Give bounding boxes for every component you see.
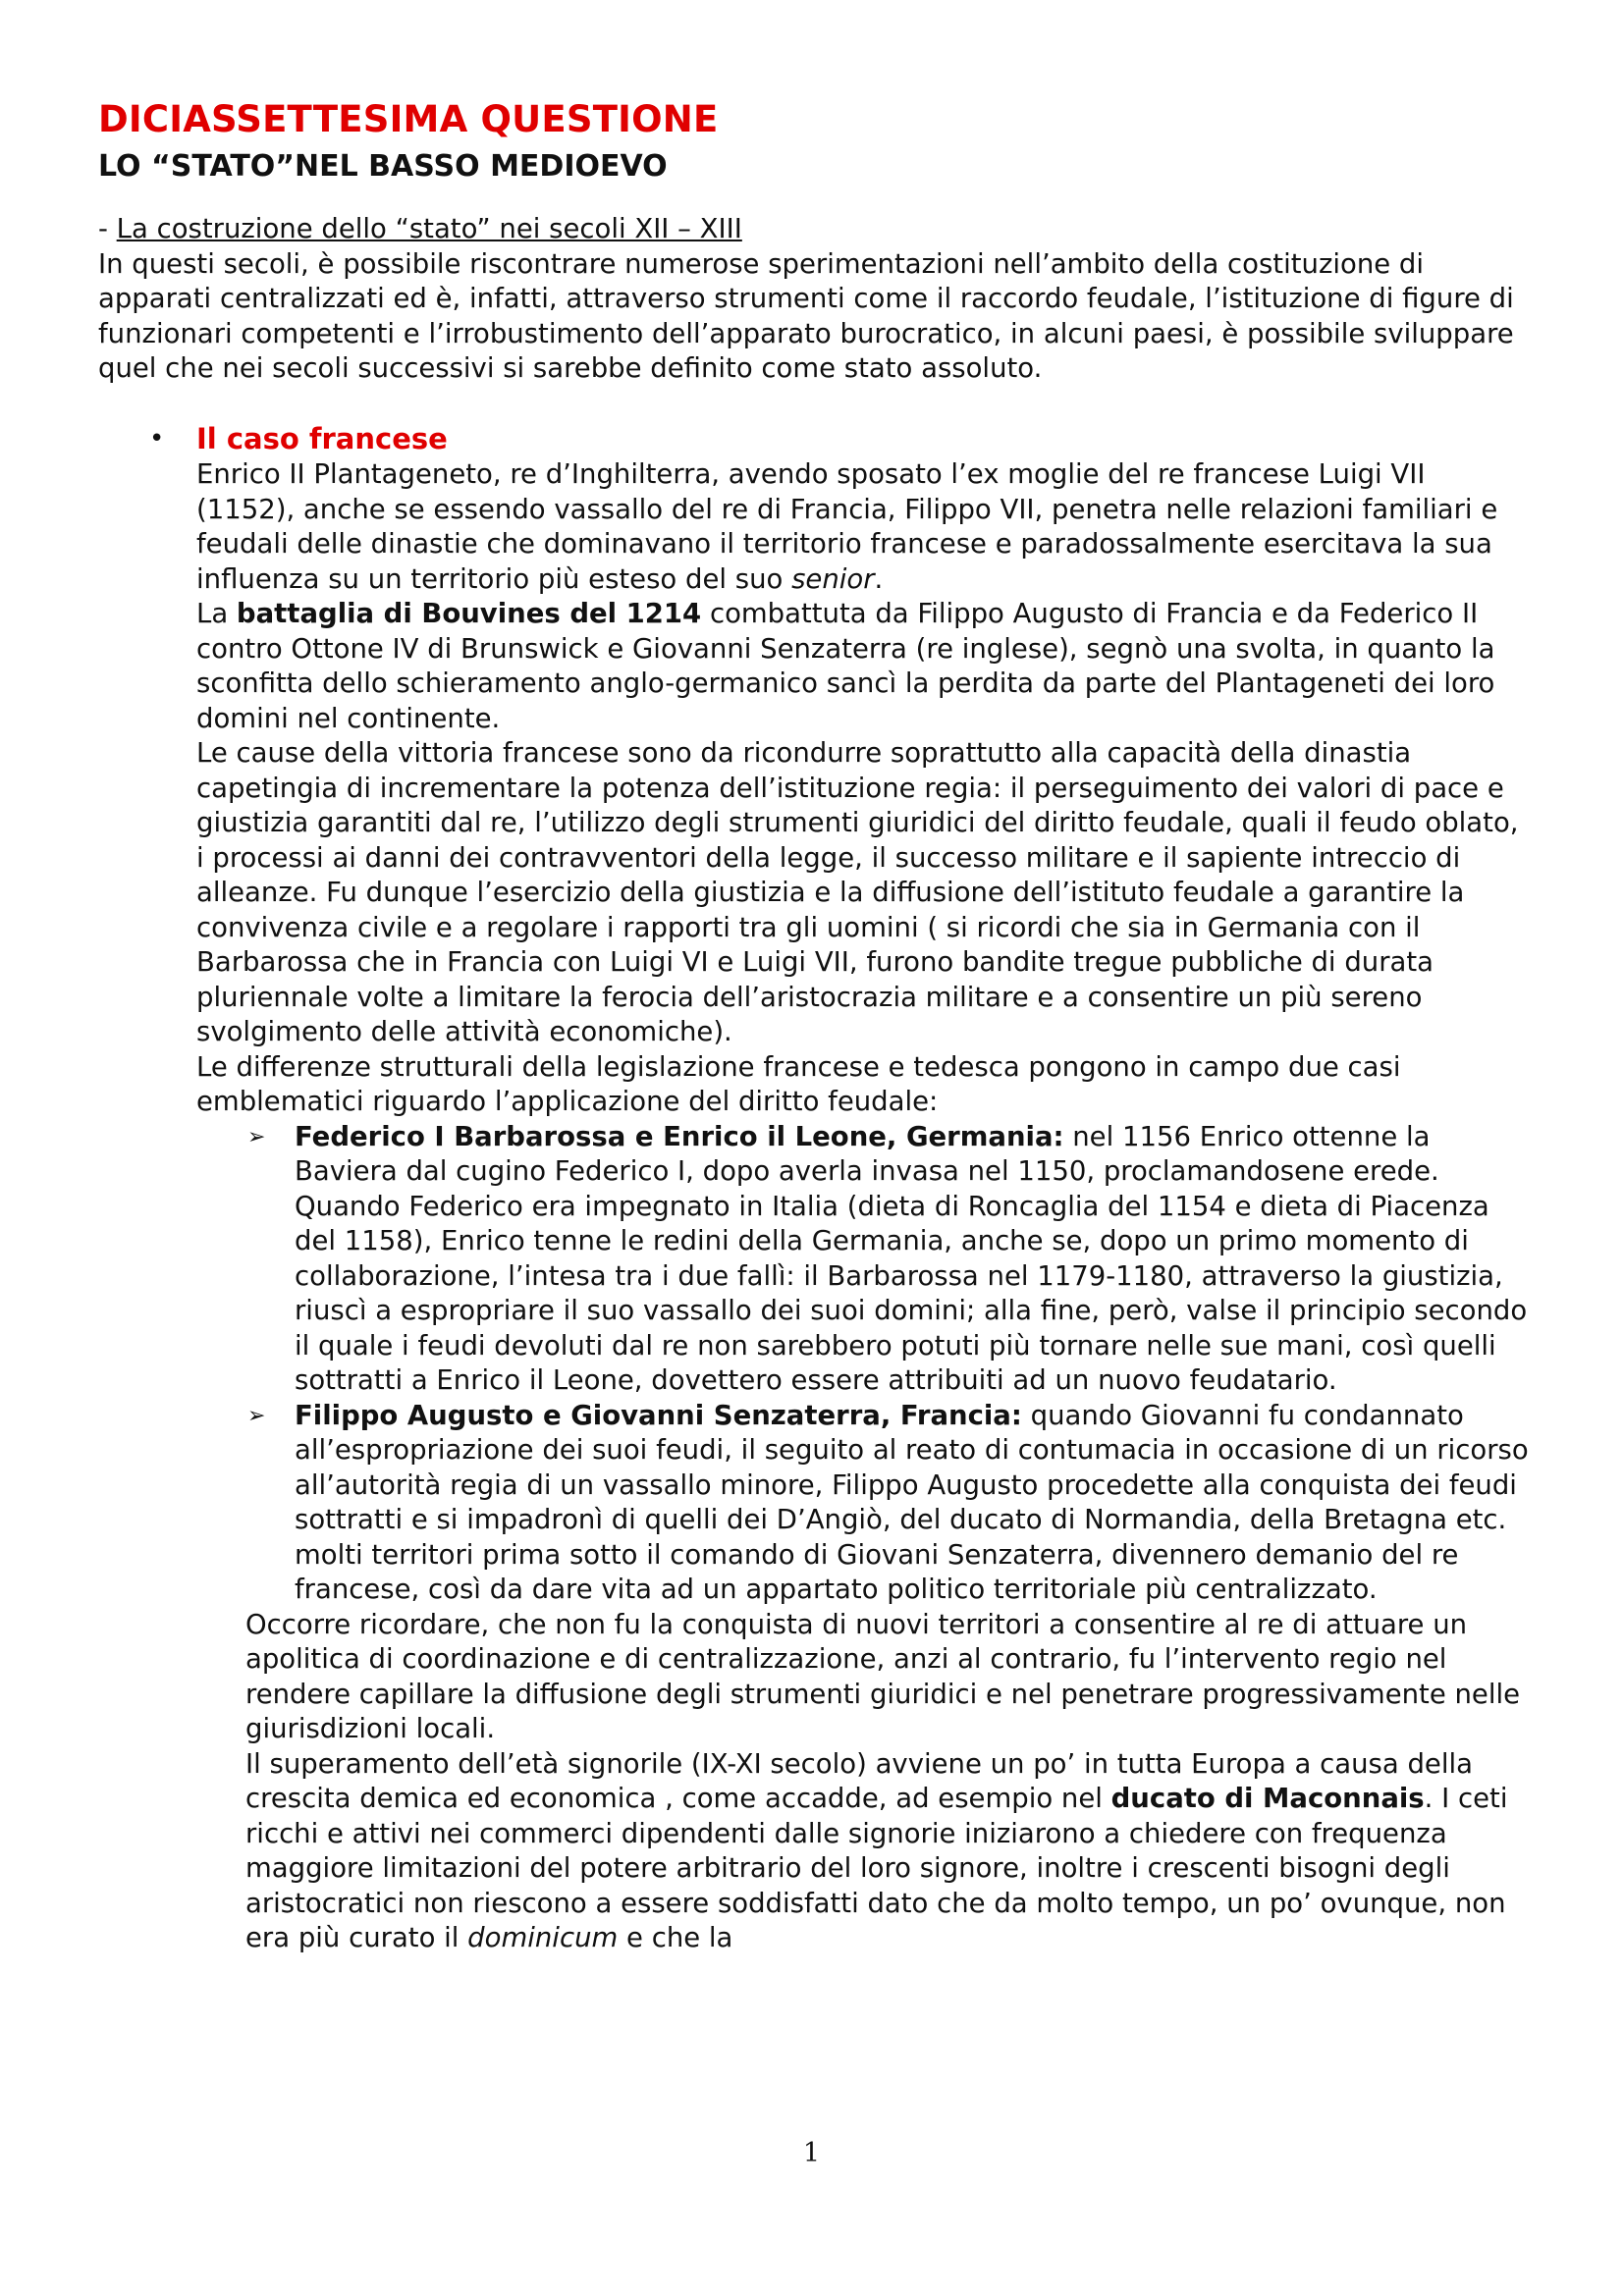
bold-maconnais: ducato di Maconnais xyxy=(1110,1783,1425,1814)
sub-list xyxy=(196,1120,1532,1608)
sub-item-text: quando Giovanni fu condannato all’espropriazione dei suoi feudi, il seguito al reato di contumacia in occasione di un ricorso all’autorità regia di un vassallo minore, Filippo Augusto procedette alla conquista dei feudi sottratti e si impadronì di quelli dei D’Angiò, del ducato di Normandia, della Bretagna etc. molti territori prima sotto il comando di Giovani Senzaterra, divennero demanio del re francese, così da dare vita ad un appartato politico territoriale più centralizzato. xyxy=(295,1399,1529,1605)
section-heading-line xyxy=(98,212,1532,247)
intro-paragraph: In questi secoli, è possibile riscontrare numerose sperimentazioni nell’ambito della costituzione di apparati centralizzati ed è, infatti, attraverso strumenti come il raccordo feudale, l’istituzione di figure di funzionari competenti e l’irrobustimento dell’apparato burocratico, in alcuni paesi, è possibile sviluppare quel che nei secoli successivi si sarebbe definito come stato assoluto. xyxy=(98,247,1514,384)
after-list xyxy=(245,1608,1532,1956)
page-number: 1 xyxy=(802,2138,821,2168)
sub-item-heading: Filippo Augusto e Giovanni Senzaterra, Francia: xyxy=(295,1399,1022,1431)
paragraph-differenze: Le differenze strutturali della legislazione francese e tedesca pongono in campo due casi emblematici riguardo l’applicazione del diritto feudale: xyxy=(196,1050,1401,1117)
document-title: DICIASSETTESIMA QUESTIONE xyxy=(98,98,719,140)
arrow-bullet-icon: ➢ xyxy=(247,1124,266,1149)
paragraph-superamento: Il superamento dell’età signorile (IX-XI secolo) avviene un po’ in tutta Europa a causa della crescita demica ed economica , come accadde, ad esempio nel ducato di Maconnais. I ceti ricchi e attivi nei commerci dipendenti dalle signorie iniziarono a chiedere con frequenza maggiore limitazioni del potere arbitrario del loro signore, inoltre i crescenti bisogni degli aristocratici non riescono a essere soddisfatti dato che da molto tempo, un po’ ovunque, non era più curato il dominicum e che la xyxy=(245,1747,1508,1953)
sub-item-heading: Federico I Barbarossa e Enrico il Leone, Germania: xyxy=(295,1120,1064,1152)
sub-item-germania xyxy=(196,1120,1532,1399)
sub-item-francia xyxy=(196,1399,1532,1608)
bold-bouvines: battaglia di Bouvines del 1214 xyxy=(236,598,702,629)
bullet-section-french-case xyxy=(98,422,1532,1956)
italic-dominicum: dominicum xyxy=(467,1922,619,1953)
paragraph-bouvines: La battaglia di Bouvines del 1214 combattuta da Filippo Augusto di Francia e da Federico II contro Ottone IV di Brunswick e Giovanni Senzaterra (re inglese), segnò una svolta, in quanto la sconfitta dello schieramento anglo-germanico sancì la perdita da parte del Plantageneti dei loro domini nel continente. xyxy=(196,598,1495,734)
paragraph-occorre-ricordare: Occorre ricordare, che non fu la conquista di nuovi territori a consentire al re di attuare un apolitica di coordinazione e di centralizzazione, anzi al contrario, fu l’intervento regio nel rendere capillare la diffusione degli strumenti giuridici e nel penetrare progressivamente nelle giurisdizioni locali. xyxy=(245,1608,1521,1744)
section-intro xyxy=(98,212,1532,387)
paragraph-cause-vittoria: Le cause della vittoria francese sono da ricondurre soprattutto alla capacità della dinastia capetingia di incrementare la potenza dell’istituzione regia: il perseguimento dei valori di pace e giustizia garantiti dal re, l’utilizzo degli strumenti giuridici del diritto feudale, quali il feudo oblato, i processi ai danni dei contravventori della legge, il successo militare e il sapiente intreccio di alleanze. Fu dunque l’esercizio della giustizia e la diffusione dell’istituto feudale a garantire la convivenza civile e a regolare i rapporti tra gli uomini ( si ricordi che sia in Germania con il Barbarossa che in Francia con Luigi VI e Luigi VII, furono bandite tregue pubbliche di durata pluriennale volte a limitare la ferocia dell’aristocrazia militare e a consentire un più sereno svolgimento delle attività economiche). xyxy=(196,737,1519,1047)
section-dash: - xyxy=(98,213,117,244)
arrow-bullet-icon: ➢ xyxy=(247,1403,266,1428)
section-heading: La costruzione dello “stato” nei secoli XII – XIII xyxy=(116,213,742,244)
bullet-heading: Il caso francese xyxy=(196,421,448,455)
italic-senior: senior xyxy=(791,562,875,595)
bullet-icon: • xyxy=(149,423,165,454)
sub-item-text: nel 1156 Enrico ottenne la Baviera dal cugino Federico I, dopo averla invasa nel 1150, proclamandosene erede. Quando Federico era impegnato in Italia (dieta di Roncaglia del 1154 e dieta di Piacenza del 1158), Enrico tenne le redini della Germania, anche se, dopo un primo momento di collaborazione, l’intesa tra i due fallì: il Barbarossa nel 1179-1180, attraverso la giustizia, riuscì a espropriare il suo vassallo dei suoi domini; alla fine, però, valse il principio secondo il quale i feudi devoluti dal re non sarebbero potuti più tornare nelle sue mani, così quelli sottratti a Enrico il Leone, dovettero essere attribuiti ad un nuovo feudatario. xyxy=(295,1120,1528,1396)
document-page xyxy=(98,94,1532,1956)
paragraph-plantageneto: Enrico II Plantageneto, re d’Inghilterra, avendo sposato l’ex moglie del re francese Luigi VII (1152), anche se essendo vassallo del re di Francia, Filippo VII, penetra nelle relazioni familiari e feudali delle dinastie che dominavano il territorio francese e paradossalmente esercitava la sua influenza su un territorio più esteso del suo senior. xyxy=(196,458,1498,595)
document-subtitle: LO “STATO”NEL BASSO MEDIOEVO xyxy=(98,149,668,184)
